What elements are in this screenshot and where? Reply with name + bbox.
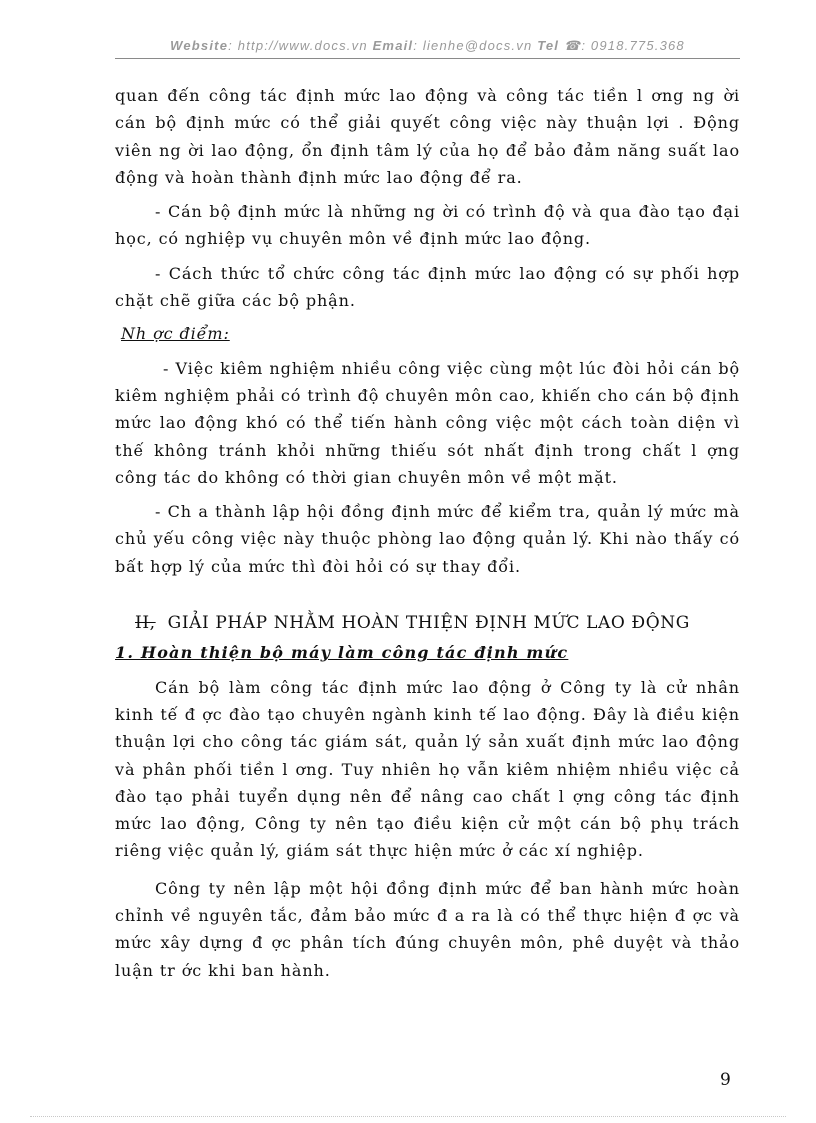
paragraph: - Cán bộ định mức là những ng ời có trình độ và qua đào tạo đại học, có nghiệp vụ chuyên môn về định mức lao động. xyxy=(115,202,740,249)
email-label: Email xyxy=(372,38,414,53)
page-bottom-divider xyxy=(30,1116,786,1117)
section-heading xyxy=(135,610,740,637)
page-number: 9 xyxy=(720,1070,731,1090)
header-divider xyxy=(115,58,740,59)
section-number: II, xyxy=(135,613,156,634)
tel-value: : 0918.775.368 xyxy=(581,38,685,53)
website-value: : http://www.docs.vn xyxy=(228,38,368,53)
section-title: GIẢI PHÁP NHẰM HOÀN THIỆN ĐỊNH MỨC LAO ĐỘNG xyxy=(167,613,690,634)
paragraph: Cán bộ làm công tác định mức lao động ở Công ty là cử nhân kinh tế đ ợc đào tạo chuyên ngành kinh tế lao động. Đây là điều kiện thuận lợi cho công tác giám sát, quản lý sản xuất định mức lao động và phân phối tiền l ơng. Tuy nhiên họ vẫn kiêm nhiệm nhiều việc cả đào tạo phải tuyển dụng nên để nâng cao chất l ợng công tác định mức lao động, Công ty nên tạo điều kiện cử một cán bộ phụ trách riêng việc quản lý, giám sát thực hiện mức ở các xí nghiệp. xyxy=(115,677,740,861)
email-value: : lienhe@docs.vn xyxy=(413,38,533,53)
paragraph: - Ch a thành lập hội đồng định mức để kiểm tra, quản lý mức mà chủ yếu công việc này thuộc phòng lao động quản lý. Khi nào thấy có bất hợp lý của mức thì đòi hỏi có sự thay đổi. xyxy=(115,502,740,576)
subheading-disadvantages: Nh ợc điểm: xyxy=(121,324,230,344)
paragraph: - Cách thức tổ chức công tác định mức lao động có sự phối hợp chặt chẽ giữa các bộ phận. xyxy=(115,263,740,311)
page-header xyxy=(115,38,740,54)
website-label: Website xyxy=(170,38,229,53)
subsection-heading: 1. Hoàn thiện bộ máy làm công tác định mức xyxy=(115,643,569,663)
paragraph: Công ty nên lập một hội đồng định mức để ban hành mức hoàn chỉnh về nguyên tắc, đảm bảo mức đ a ra là có thể thực hiện đ ợc và mức xây dựng đ ợc phân tích đúng chuyên môn, phê duyệt và thảo luận tr ớc khi ban hành. xyxy=(115,878,740,980)
page-body xyxy=(115,82,740,984)
paragraph: - Việc kiêm nghiệm nhiều công việc cùng một lúc đòi hỏi cán bộ kiêm nghiệm phải có trình độ chuyên môn cao, khiến cho cán bộ định mức lao động khó có thể tiến hành công việc một cách toàn diện vì thế không tránh khỏi những thiếu sót nhất định trong chất l ợng công tác do không có thời gian chuyên môn về một mặt. xyxy=(115,358,740,487)
phone-icon: ☎ xyxy=(563,38,582,53)
tel-label: Tel xyxy=(537,38,560,53)
paragraph: quan đến công tác định mức lao động và công tác tiền l ơng ng ời cán bộ định mức có thể giải quyết công việc này thuận lợi . Động viên ng ời lao động, ổn định tâm lý của họ để bảo đảm năng suất lao động và hoàn thành định mức lao động để ra. xyxy=(115,86,740,187)
